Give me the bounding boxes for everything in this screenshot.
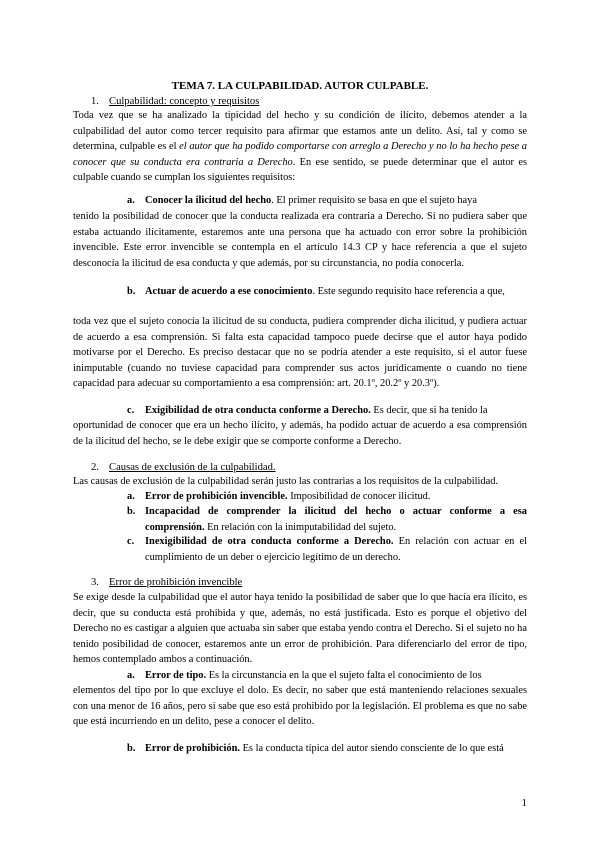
exclusion-b <box>145 504 527 535</box>
section-1-title: Culpabilidad: concepto y requisitos <box>109 96 260 107</box>
exclusion-c-text: En relación con actuar en el cumplimiento de un deber o ejercicio legítimo de un derecho. <box>145 536 528 563</box>
requirement-c-body: oportunidad de conocer que era un hecho ilícito, y además, ha podido actuar de acuerdo a esa comprensión de la ilicitud del hecho, se le debe exigir que se comporte conforme a Derecho. <box>73 420 527 447</box>
list-marker: a. <box>127 195 135 206</box>
requirement-c-title: Exigibilidad de otra conducta conforme a Derecho. <box>145 405 371 416</box>
error-tipo-title: Error de tipo. <box>145 670 207 681</box>
exclusion-a-title: Error de prohibición invencible. <box>145 491 288 502</box>
section-3-title: Error de prohibición invencible <box>109 577 243 588</box>
requirement-c-first-line <box>145 403 527 419</box>
list-marker: b. <box>127 286 136 297</box>
section-3-number: 3. <box>91 577 99 588</box>
list-marker: a. <box>127 491 135 502</box>
error-prohibicion-title: Error de prohibición. <box>145 743 240 754</box>
exclusion-c <box>145 534 527 565</box>
exclusion-b-title: Incapacidad de comprender la ilicitud del hecho o actuar conforme a esa comprensión. <box>145 506 527 533</box>
error-prohibicion <box>145 741 527 757</box>
requirement-a-body: tenido la posibilidad de conocer que la conducta realizada era contraria a Derecho. Si no pudiera saber que estaba actuando ilícitamente, estaremos ante una persona que ha actuado con error sobre la prohibición invencible. Este error invencible se contempla en el artículo 14.3 CP y hace referencia a que el sujeto desconocía la ilicitud de esa conducta y que además, por su circunstancia, no podía conocerla. <box>73 211 527 269</box>
exclusion-b-text: En relación con la inimputabilidad del sujeto. <box>204 521 397 533</box>
section-2-title: Causas de exclusión de la culpabilidad. <box>109 462 276 473</box>
list-marker: b. <box>127 506 136 517</box>
list-marker: b. <box>127 743 136 754</box>
intro-text: Toda vez que se ha analizado la tipicidad del hecho y su condición de ilícito, debemos atender a la culpabilidad del autor como tercer requisito para afirmar que estamos ante un delito. Así, tal y como se determina, culpable es el <box>73 110 527 153</box>
section-2-intro: Las causas de exclusión de la culpabilidad serán justo las contrarias a los requisitos de la culpabilidad. <box>73 476 499 487</box>
exclusion-a <box>145 489 527 505</box>
error-tipo-first-line <box>145 668 527 684</box>
exclusion-c-title: Inexigibilidad de otra conducta conforme a Derecho. <box>145 536 394 547</box>
requirement-c-text: Es decir, que si ha tenido la <box>370 405 488 416</box>
requirement-a-first-line <box>145 193 527 209</box>
list-marker: c. <box>127 405 135 416</box>
section-2-number: 2. <box>91 462 99 473</box>
requirement-b-text: . Este segundo requisito hace referencia a que, <box>312 286 505 297</box>
intro-text: . En ese sentido, se puede determinar que el autor es culpable cuando se cumplan los siguientes requisitos: <box>73 156 527 184</box>
requirement-b-body: toda vez que el sujeto conocía la ilicitud de su conducta, pudiera comprender dicha ilicitud, y pudiera actuar de acuerdo a esa comprensión. Si falta esta capacidad tampoco puede decirse que el autor haya podido motivarse por el Derecho. Es preciso destacar que no se podría atender a este requisito, si el autor fuese inimputable (cuando no tuviese capacidad para comprender sus actos jurídicamente o cuando no tiene capacidad para adecuar su comportamiento a esa comprensión: art. 20.1º, 20.2º y 20.3º). <box>73 316 527 390</box>
error-tipo-text: Es la circunstancia en la que el sujeto falta el conocimiento de los <box>206 670 482 681</box>
requirement-b-title: Actuar de acuerdo a ese conocimiento <box>145 286 313 297</box>
page-number: 1 <box>521 797 527 809</box>
exclusion-a-text: Imposibilidad de conocer ilicitud. <box>287 491 431 502</box>
page-title: TEMA 7. LA CULPABILIDAD. AUTOR CULPABLE. <box>171 80 429 92</box>
list-marker: c. <box>127 536 135 547</box>
list-marker: a. <box>127 670 135 681</box>
section-2-heading <box>91 461 276 475</box>
intro-italic: el autor que ha podido comportarse con arreglo a Derecho y no lo ha hecho pese a conocer que su conducta era contraria a Derecho <box>73 141 527 168</box>
section-3-intro: Se exige desde la culpabilidad que el autor haya tenido la posibilidad de saber que lo que hacía era ilícito, es decir, que su conducta está prohibida y que, además, no está justificada. Esto es porque el objetivo del Derecho no es castigar a alguien que actuaba sin saber que estaba yendo contra el Derecho. Si el sujeto no ha tenido posibilidad de conocer, estaremos ante un error de prohibición. Para diferenciarlo del error de tipo, hemos contemplado ambos a continuación. <box>73 592 527 666</box>
section-1-intro <box>73 108 527 186</box>
error-tipo-body: elementos del tipo por lo que excluye el dolo. Es decir, no saber que está manteniendo relaciones sexuales con una menor de 16 años, pero sí sabe que eso está prohibido por la legislación. El problema es que no sabe que está incurriendo en un delito, pese a conocer el delito. <box>73 685 527 728</box>
error-prohibicion-text: Es la conducta típica del autor siendo consciente de lo que está <box>239 743 504 754</box>
requirement-a-title: Conocer la ilicitud del hecho <box>145 195 272 206</box>
requirement-b-first-line <box>145 284 527 300</box>
section-3-heading <box>91 576 242 590</box>
section-1-heading <box>91 95 259 109</box>
requirement-a-text: . El primer requisito se basa en que el sujeto haya <box>271 195 477 206</box>
section-1-number: 1. <box>91 96 99 107</box>
